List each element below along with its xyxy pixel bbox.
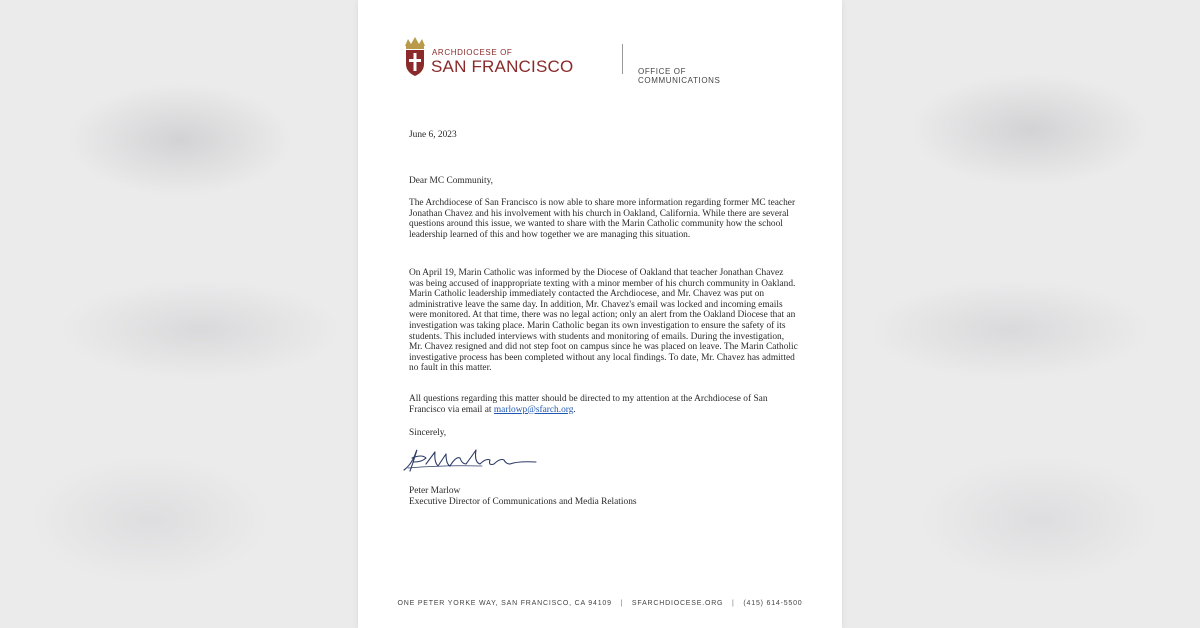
office-name: OFFICE OF COMMUNICATIONS bbox=[638, 67, 721, 85]
footer-separator: | bbox=[732, 600, 735, 607]
letterhead-divider bbox=[622, 44, 623, 74]
org-name-small: ARCHDIOCESE OF bbox=[432, 48, 513, 57]
org-name-large: SAN FRANCISCO bbox=[431, 57, 574, 76]
paragraph-2: On April 19, Marin Catholic was informed by the Diocese of Oakland that teacher Jonathan Chavez was being accused of inappropriate texting with a minor member of his church community in Oakland. Marin Catholic leadership immediately contacted the Archdiocese, and Mr. Chavez was put on administrative leave the same day. In addition, Mr. Chavez's email was locked and incoming emails were monitored. At that time, there was no legal action; only an alert from the Oakland Diocese that an investigation was taking place. Marin Catholic began its own investigation to ensure the safety of its students. This included interviews with students and monitoring of emails. During the investigation, Mr. Chavez resigned and did not step foot on campus since he was placed on leave. The Marin Catholic investigative process has been completed without any local findings. To date, Mr. Chavez has admitted no fault in this matter. bbox=[409, 268, 798, 374]
footer-address: ONE PETER YORKE WAY, SAN FRANCISCO, CA 94109 bbox=[397, 600, 612, 607]
letter-footer bbox=[358, 600, 842, 607]
archdiocese-crest-icon bbox=[402, 36, 428, 78]
signer-name: Peter Marlow bbox=[409, 486, 461, 496]
paragraph-3-text: All questions regarding this matter should be directed to my attention at the Archdiocese of San Francisco via email at bbox=[409, 394, 768, 415]
closing: Sincerely, bbox=[409, 428, 447, 438]
footer-separator: | bbox=[620, 600, 624, 607]
letterhead bbox=[402, 36, 742, 85]
salutation: Dear MC Community, bbox=[409, 176, 494, 186]
signer-title: Executive Director of Communications and Media Relations bbox=[409, 497, 637, 507]
paragraph-1: The Archdiocese of San Francisco is now able to share more information regarding former MC teacher Jonathan Chavez and his involvement with his church in Oakland, California. While there are several questions around this issue, we wanted to share with the Marin Catholic community how the school leadership learned of this and how together we are managing this situation. bbox=[409, 198, 796, 240]
letter-date: June 6, 2023 bbox=[409, 130, 457, 140]
footer-phone: (415) 614-5500 bbox=[743, 600, 803, 607]
footer-website: SFARCHDIOCESE.ORG bbox=[631, 600, 724, 607]
paragraph-3-end: . bbox=[573, 404, 576, 415]
email-link[interactable]: marlowp@sfarch.org bbox=[493, 404, 574, 415]
handwritten-signature bbox=[402, 444, 538, 474]
letter-page bbox=[358, 0, 842, 628]
paragraph-3 bbox=[409, 394, 799, 415]
